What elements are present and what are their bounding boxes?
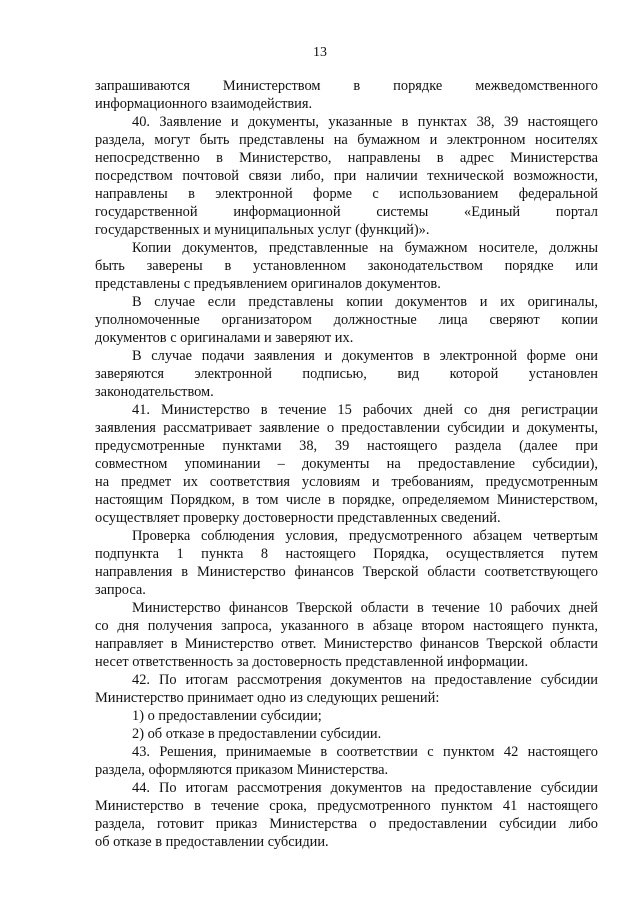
page-number: 13 — [313, 45, 327, 60]
list-item: 1) о предоставлении субсидии; — [132, 708, 322, 724]
text-line: запрашиваются Министерством в порядке межведомственного — [95, 78, 598, 94]
text-line: законодательством. — [95, 384, 214, 400]
text-line: на предмет их соответствия условиям и требованиям, предусмотренным — [95, 474, 598, 490]
text-line: 41. Министерство в течение 15 рабочих дней со дня регистрации — [132, 402, 598, 418]
text-line: уполномоченные организатором должностные лица сверяют копии — [95, 312, 598, 328]
list-item: 2) об отказе в предоставлении субсидии. — [132, 726, 382, 742]
text-line: государственных и муниципальных услуг (функций)». — [95, 222, 430, 238]
text-line: раздела, готовит приказ Министерства о предоставлении субсидии либо — [95, 816, 598, 832]
text-line: непосредственно в Министерство, направлены в адрес Министерства — [95, 150, 598, 166]
text-line: В случае подачи заявления и документов в электронной форме они — [132, 348, 598, 364]
text-line: 44. По итогам рассмотрения документов на предоставление субсидии — [132, 780, 598, 796]
text-line: 42. По итогам рассмотрения документов на предоставление субсидии — [132, 672, 598, 688]
text-line: заверяются электронной подписью, вид которой установлен — [95, 366, 598, 382]
text-line: документов с оригиналами и заверяют их. — [95, 330, 354, 346]
text-line: предусмотренные пунктами 38, 39 настоящего раздела (далее при — [95, 438, 598, 454]
text-line: Проверка соблюдения условия, предусмотренного абзацем четвертым — [132, 528, 598, 544]
text-line: представлены с предъявлением оригиналов документов. — [95, 276, 441, 292]
text-line: об отказе в предоставлении субсидии. — [95, 834, 329, 850]
text-line: заявления рассматривает заявление о предоставлении субсидии и документы, — [95, 420, 598, 436]
text-line: настоящим Порядком, в том числе в порядке, определяемом Министерством, — [95, 492, 598, 508]
text-line: запроса. — [95, 582, 146, 598]
text-line: раздела, оформляются приказом Министерства. — [95, 762, 389, 778]
text-line: Министерство принимает одно из следующих решений: — [95, 690, 440, 706]
text-line: Министерство в течение срока, предусмотренного пунктом 41 настоящего — [95, 798, 598, 814]
text-line: государственной информационной системы «Единый портал — [95, 204, 598, 220]
text-line: быть заверены в установленном законодательством порядке или — [95, 258, 598, 274]
text-line: со дня получения запроса, указанного в абзаце втором настоящего пункта, — [95, 618, 598, 634]
text-line: направления в Министерство финансов Тверской области соответствующего — [95, 564, 598, 580]
text-line: 43. Решения, принимаемые в соответствии с пунктом 42 настоящего — [132, 744, 598, 760]
text-line: В случае если представлены копии документов и их оригиналы, — [132, 294, 598, 310]
text-line: подпункта 1 пункта 8 настоящего Порядка, осуществляется путем — [95, 546, 598, 562]
text-line: осуществляет проверку достоверности представленных сведений. — [95, 510, 501, 526]
text-line: раздела, могут быть представлены на бумажном и электронном носителях — [95, 132, 598, 148]
text-line: несет ответственность за достоверность представленной информации. — [95, 654, 529, 670]
text-line: направлены в электронной форме с использованием федеральной — [95, 186, 598, 202]
text-line: Министерство финансов Тверской области в течение 10 рабочих дней — [132, 600, 598, 616]
text-line: 40. Заявление и документы, указанные в пунктах 38, 39 настоящего — [132, 114, 598, 130]
text-line: посредством почтовой связи либо, при наличии технической возможности, — [95, 168, 598, 184]
text-line: совместном упоминании – документы на предоставление субсидии), — [95, 456, 598, 472]
text-line: информационного взаимодействия. — [95, 96, 313, 112]
text-line: Копии документов, представленные на бумажном носителе, должны — [132, 240, 598, 256]
text-line: направляет в Министерство ответ. Министерство финансов Тверской области — [95, 636, 598, 652]
